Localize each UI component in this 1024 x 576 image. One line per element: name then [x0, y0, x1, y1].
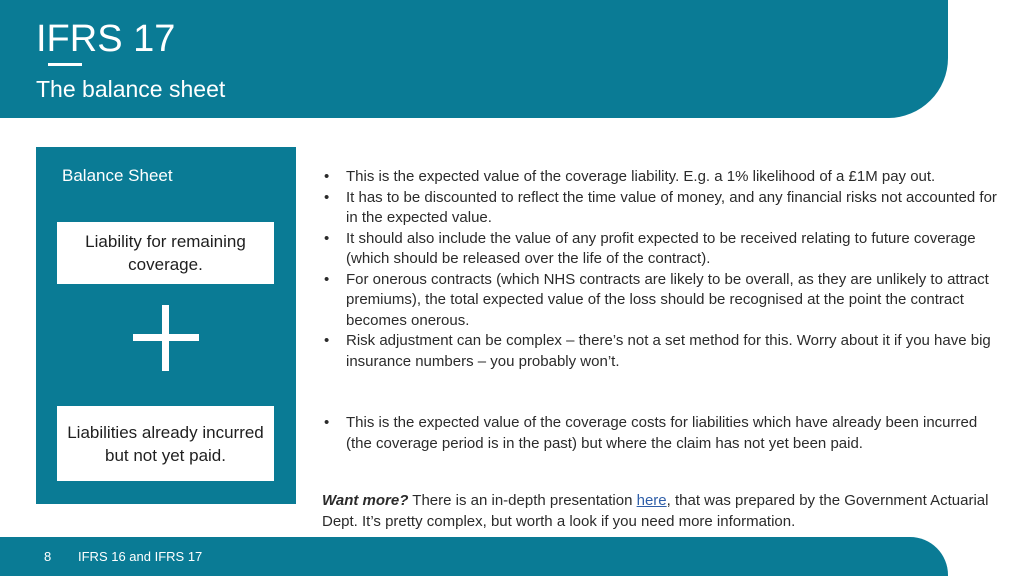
footer-title: IFRS 16 and IFRS 17 [78, 549, 203, 564]
page-number: 8 [44, 549, 52, 564]
remaining-coverage-label: Liability for remaining coverage. [85, 232, 246, 274]
want-more-text: There is an in-depth presentation [408, 492, 637, 509]
remaining-coverage-box [57, 222, 274, 284]
incurred-claims-label: Liabilities already incurred but not yet paid. [67, 422, 264, 465]
page-title: IFRS 17 [36, 18, 176, 60]
header-banner [0, 0, 948, 118]
list-item: • For onerous contracts (which NHS contracts are likely to be overall, as they are unlikely to attract premiums), the total expected value of the loss should be recognised at the point the contract becomes onerous. [322, 270, 1002, 332]
list-item: • This is the expected value of the coverage liability. E.g. a 1% likelihood of a £1M pay out. [322, 167, 1002, 188]
want-more-paragraph [322, 490, 1022, 532]
coverage-liability-bullets [322, 167, 1002, 372]
list-item: • Risk adjustment can be complex – there’s not a set method for this. Worry about it if you have big insurance numbers – you probably won’t. [322, 331, 1002, 372]
list-item: • This is the expected value of the coverage costs for liabilities which have already been incurred (the coverage period is in the past) but where the claim has not yet been paid. [322, 413, 1002, 454]
incurred-claims-bullets [322, 413, 1002, 454]
want-more-text-end: , that was prepared by the Government Actuarial Dept. It’s pretty complex, but worth a look if you need more information. [322, 492, 989, 530]
plus-icon [133, 305, 199, 371]
list-item: • It has to be discounted to reflect the time value of money, and any financial risks not accounted for in the expected value. [322, 188, 1002, 229]
want-more-lead: Want more? [322, 492, 409, 509]
footer-bar [0, 537, 948, 576]
presentation-link[interactable]: here [636, 492, 667, 509]
list-item: • It should also include the value of any profit expected to be received relating to future coverage (which should be released over the life of the contract). [322, 229, 1002, 270]
panel-title: Balance Sheet [62, 166, 173, 185]
incurred-claims-box [57, 406, 274, 481]
title-underline [48, 63, 82, 66]
page-subtitle: The balance sheet [36, 76, 226, 102]
balance-sheet-panel [36, 147, 296, 504]
